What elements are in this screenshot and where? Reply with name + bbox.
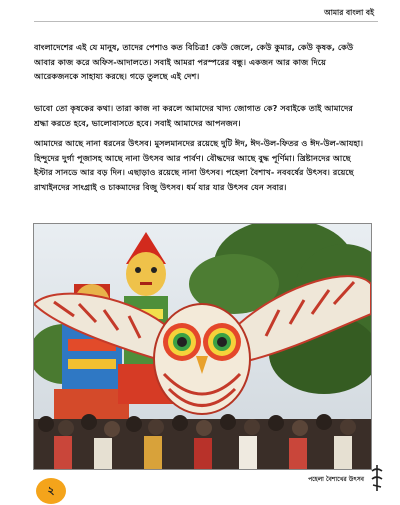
book-title: আমার বাংলা বই xyxy=(324,8,374,17)
owl-body xyxy=(154,304,250,414)
header-rule xyxy=(34,21,378,22)
paragraph-festivals: আমাদের আছে নানা ধরনের উৎসব। মুসলমানদের রয়েছে দুটি ঈদ, ঈদ-উল-ফিতর ও ঈদ-উল-আযহা। হিন্দুদের দুর্গা পূজাসহ আছে নানা উৎসব আর পার্বণ। বৌদ্ধদের আছে বুদ্ধ পূর্ণিমা। খ্রিষ্টানদের আছে ইস্টার সানডে আর বড় দিন। এছাড়াও রয়েছে নানা উৎসব। পহেলা বৈশাখ- নববর্ষের উৎসব। রয়েছে রাখাইনদের সাংগ্রাই ও চাকমাদের বিজু উৎসব। ধর্ম যার যার উৎসব যেন সবার। xyxy=(34,138,364,192)
paragraph-farmers: ভাবো তো কৃষকের কথা। তারা কাজ না করলে আমাদের খাদ্য জোগাত কে? সবাইকে তাই আমাদের শ্রদ্ধা করতে হবে, ভালোবাসতে হবে। সবাই আমাদের আপনজন। xyxy=(34,103,353,128)
page-number-badge: ২ xyxy=(36,478,66,504)
paragraph-professions: বাংলাদেশের এই যে মানুষ, তাদের পেশাও কত বিচিত্র! কেউ জেলে, কেউ কুমার, কেউ কৃষক, কেউ আবার কাজ করে অফিস-আদালতে। সবাই আমরা পরস্পরের বন্ধু। একজন আর কাজ দিয়ে আরেকজনকে সাহায্য করছে। গড়ে তুলছে এই দেশ। xyxy=(34,42,354,81)
signature-mark xyxy=(369,463,385,493)
festival-photo xyxy=(33,223,372,470)
photo-caption: পহেলা বৈশাখের উৎসব xyxy=(308,476,364,483)
crowd xyxy=(34,414,371,469)
